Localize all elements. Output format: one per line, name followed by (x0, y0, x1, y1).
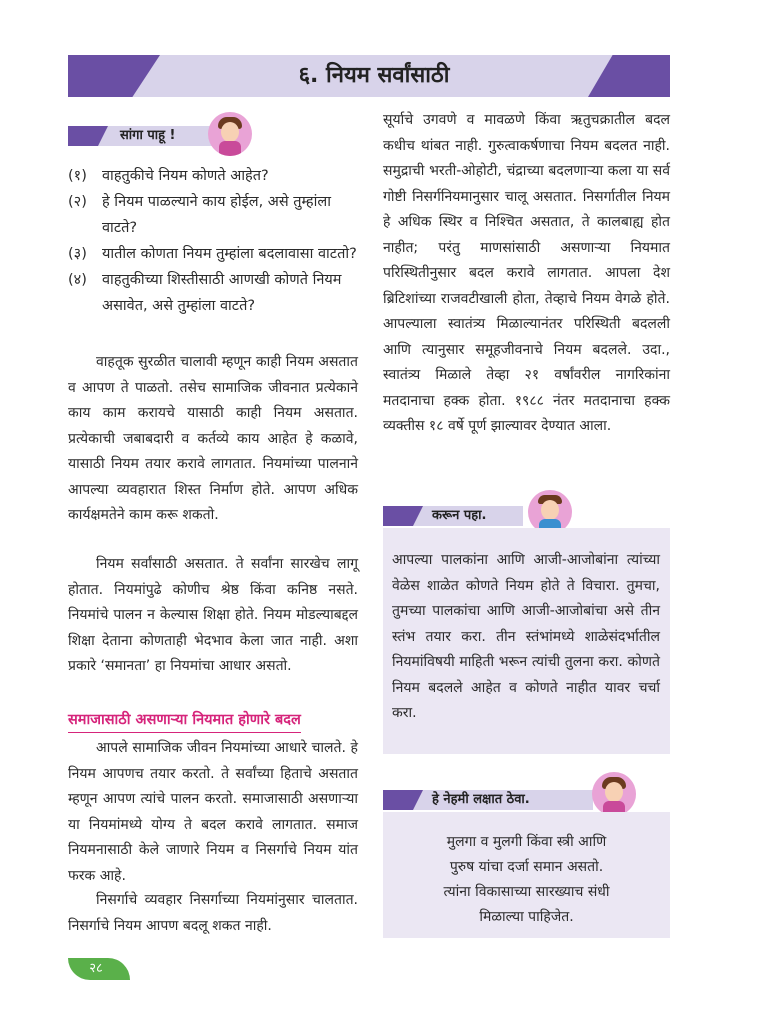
paragraph-nature-rules: निसर्गाचे व्यवहार निसर्गाच्या नियमांनुसार चालतात. निसर्गाचे नियम आपण बदलू शकत नाही. (68, 892, 358, 934)
paragraph-nature-and-history: सूर्याचे उगवणे व मावळणे किंवा ऋतुचक्रातील बदल कधीच थांबत नाही. गुरुत्वाकर्षणाचा नियम बदलत नाही. समुद्राची भरती-ओहोटी, चंद्राच्या बदलणाऱ्या कला या सर्व गोष्टी निसर्गनियमानुसार चालू असतात. निसर्गातील नियम हे अधिक स्थिर व निश्चित असतात, ते कालबाह्य होत नाहीत; परंतु माणसांसाठी असणाऱ्या नियमात परिस्थितीनुसार बदल करावे लागतात. आपला देश ब्रिटिशांच्या राजवटीखाली होता, तेव्हाचे नियम वेगळे होते. आपल्याला स्वातंत्र्य मिळाल्यानंतर परिस्थिती बदलली आणि त्यानुसार समूहजीवनाचे नियम बदलले. उदा., स्वातंत्र्य मिळाले तेव्हा २१ वर्षांवरील नागरिकांना मतदानाचा हक्क होता. १९८८ नंतर मतदानाचा हक्क व्यक्तीस १८ वर्षे पूर्ण झाल्यावर देण्यात आला. (383, 112, 670, 434)
karun-paha-label: करून पहा. (432, 508, 487, 523)
girl-avatar-icon (592, 772, 636, 816)
chapter-title: ६. नियम सर्वांसाठी (298, 63, 450, 88)
paragraph-traffic-rules: वाहतूक सुरळीत चालावी म्हणून काही नियम असतात व आपण ते पाळतो. तसेच सामाजिक जीवनात प्रत्येकाने काय काम करायचे यासाठी काही नियम असतात. प्रत्येकाची जबाबदारी व कर्तव्ये काय आहेत हे कळावे, यासाठी नियम तयार करावे लागतात. नियमांच्या पालनाने आपल्या व्यवहारात शिस्त निर्माण होते. आपण अधिक कार्यक्षमतेने काम करू शकतो. (68, 354, 358, 523)
question-item: (४) वाहतुकीच्या शिस्तीसाठी आणखी कोणते नियम असावेत, असे तुम्हांला वाटते? (68, 272, 342, 314)
sanga-pahu-label: सांगा पाहू ! (120, 128, 176, 143)
page-number: २८ (89, 961, 103, 976)
questions-list (68, 163, 358, 319)
subheading-social-rules: समाजासाठी असणाऱ्या नियमात होणारे बदल (68, 708, 301, 733)
question-item: (१) वाहतुकीचे नियम कोणते आहेत? (68, 168, 269, 184)
girl-avatar-icon (208, 112, 252, 156)
question-item: (३) यातील कोणता नियम तुम्हांला बदलावासा वाटतो? (68, 246, 357, 262)
remember-text: मुलगा व मुलगी किंवा स्त्री आणि पुरुष यांचा दर्जा समान असतो. त्यांना विकासाच्या सारख्याच संधी मिळाल्या पाहिजेत. (443, 834, 610, 925)
paragraph-social-life: आपले सामाजिक जीवन नियमांच्या आधारे चालते. हे नियम आपणच तयार करतो. ते सर्वांच्या हिताचे असतात म्हणून आपण त्यांचे पालन करतो. समाजासाठी असणाऱ्या या नियमांमध्ये योग्य ते बदल करावे लागतात. समाज नियमनासाठी केले जाणारे नियम व निसर्गाचे नियम यांत फरक आहे. (68, 740, 358, 884)
paragraph-rules-for-all: नियम सर्वांसाठी असतात. ते सर्वांना सारखेच लागू होतात. नियमांपुढे कोणीच श्रेष्ठ किंवा कनिष्ठ नसते. नियमांचे पालन न केल्यास शिक्षा होते. नियम मोडल्याबद्दल शिक्षा देताना कोणताही भेदभाव केला जात नाही. अशा प्रकारे ‘समानता’ हा नियमांचा आधार असतो. (68, 556, 358, 674)
question-item: (२) हे नियम पाळल्याने काय होईल, असे तुम्हांला वाटते? (68, 194, 331, 236)
remember-label: हे नेहमी लक्षात ठेवा. (432, 792, 530, 807)
karun-paha-text: आपल्या पालकांना आणि आजी-आजोबांना त्यांच्या वेळेस शाळेत कोणते नियम होते ते विचारा. तुमचा, तुमच्या पालकांचा आणि आजी-आजोबांचा असे तीन स्तंभ तयार करा. तीन स्तंभांमध्ये शाळेसंदर्भातील नियमांविषयी माहिती भरून त्यांची तुलना करा. कोणते नियम बदलले आहेत व कोणते नाहीत यावर चर्चा करा. (392, 552, 660, 721)
